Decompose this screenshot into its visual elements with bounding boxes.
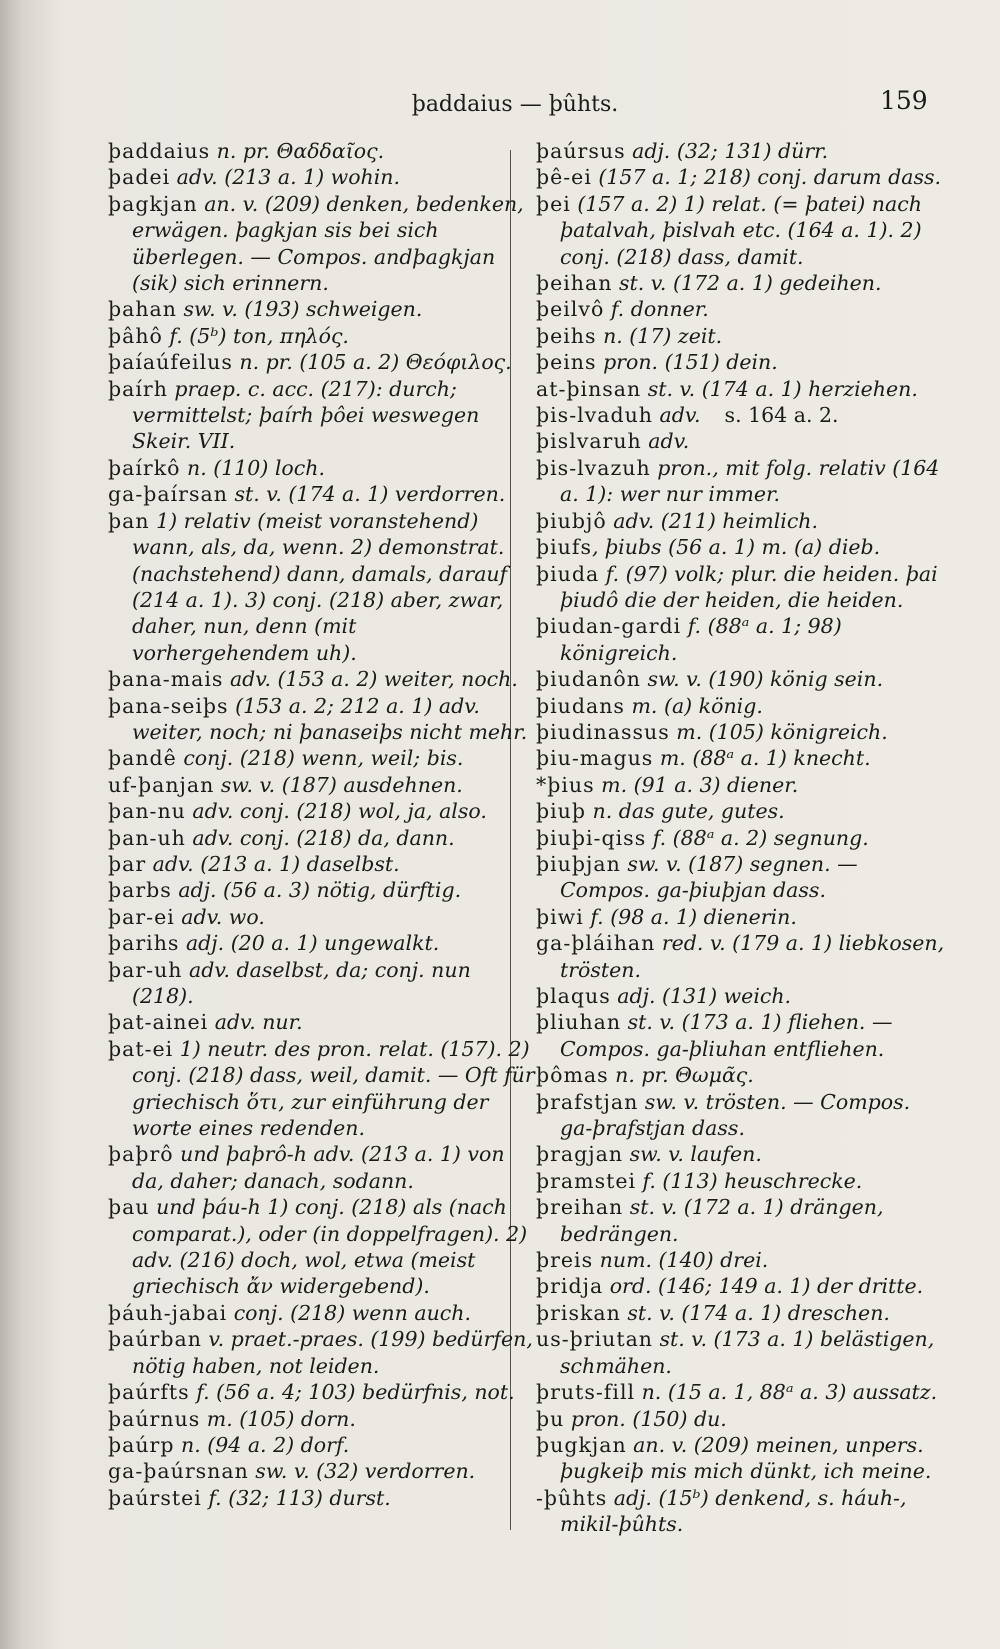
dictionary-entry — [108, 455, 538, 481]
dictionary-entry — [536, 138, 946, 164]
entry-definition: conj. (218) wenn, weil; bis. — [176, 746, 464, 771]
entry-headword: þarihs — [108, 931, 180, 956]
entry-definition: an. v. (209) meinen, unpers. þugkeiþ mis mich dünkt, ich meine. — [560, 1432, 932, 1484]
dictionary-entry — [536, 164, 946, 190]
entry-headword: þiubjô — [536, 508, 607, 533]
entry-headword: þat-ei — [108, 1036, 174, 1061]
entry-definition: adv. — [653, 403, 701, 428]
dictionary-entry — [108, 1141, 538, 1194]
entry-definition: st. v. (173 a. 1) fliehen. — Compos. ga-þliuhan entfliehen. — [560, 1010, 893, 1061]
entry-definition: f. (88ᵃ a. 2) segnung. — [646, 825, 869, 850]
entry-definition: f. donner. — [604, 297, 709, 322]
dictionary-entry — [108, 296, 538, 322]
entry-headword: þar — [108, 851, 147, 876]
entry-headword: þê-ei — [536, 165, 592, 190]
entry-definition: adv. conj. (218) da, dann. — [185, 825, 455, 850]
dictionary-entry — [108, 1379, 538, 1405]
entry-definition: f. (113) heuschrecke. — [636, 1168, 863, 1193]
entry-definition: st. v. (174 a. 1) herziehen. — [641, 376, 918, 401]
dictionary-entry — [536, 1273, 946, 1299]
dictionary-entry — [536, 1089, 946, 1142]
entry-headword: þaírkô — [108, 455, 181, 480]
entry-headword: þat-ainei — [108, 1010, 209, 1035]
entry-definition: f. (56 a. 4; 103) bedürfnis, not. — [189, 1380, 515, 1405]
entry-definition: adv. nur. — [208, 1010, 303, 1035]
entry-definition: st. v. (174 a. 1) verdorren. — [227, 482, 506, 507]
entry-definition: m. (105) königreich. — [669, 719, 888, 744]
entry-definition: pron. (150) du. — [564, 1406, 727, 1431]
entry-headword: þâhô — [108, 323, 163, 348]
dictionary-entry — [108, 1009, 538, 1035]
dictionary-entry — [108, 772, 538, 798]
entry-definition: adv. — [641, 429, 690, 454]
entry-definition: adj. (56 a. 3) nötig, dürftig. — [171, 878, 462, 903]
entry-headword: þagkjan — [108, 191, 198, 216]
entry-definition: n. pr. Θαδδαῖος. — [210, 139, 385, 163]
dictionary-entry — [536, 1009, 946, 1062]
entry-definition: sw. v. (32) verdorren. — [248, 1459, 476, 1484]
dictionary-entry — [108, 666, 538, 692]
entry-definition: adj. (32; 131) dürr. — [625, 139, 829, 163]
dictionary-entry — [536, 455, 946, 508]
entry-definition: 1) neutr. des pron. relat. (157). 2) conj. (218) dass, weil, damit. — Oft für griechisch ὅτι, zur einführung der worte eines redenden. — [132, 1036, 535, 1141]
entry-headword: þislvaruh — [536, 429, 642, 454]
entry-definition: praep. c. acc. (217): durch; vermittelst; þaírh þôei weswegen Skeir. VII. — [132, 376, 480, 454]
dictionary-entry — [536, 508, 946, 534]
entry-definition: ord. (146; 149 a. 1) der dritte. — [603, 1274, 924, 1299]
entry-headword: þlaqus — [536, 984, 611, 1008]
dictionary-entry — [108, 693, 538, 746]
entry-definition: f. (98 a. 1) dienerin. — [583, 904, 797, 929]
entry-headword: þaúrp — [108, 1432, 175, 1457]
dictionary-entry — [108, 138, 538, 164]
entry-headword: þragjan — [536, 1142, 624, 1167]
dictionary-entry — [536, 428, 946, 454]
entry-definition: v. praet.-praes. (199) bedürfen, nötig haben, not leiden. — [132, 1327, 533, 1378]
entry-definition: adj. (131) weich. — [610, 984, 792, 1008]
entry-definition: f. (32; 113) durst. — [201, 1485, 391, 1510]
entry-headword: ga-þaúrsnan — [108, 1459, 249, 1484]
entry-headword: þiudan-gardi — [536, 614, 682, 639]
entry-headword: þramstei — [536, 1168, 637, 1193]
entry-definition: (153 a. 2; 212 a. 1) adv. weiter, noch; ni þanaseiþs nicht mehr. — [132, 693, 528, 744]
entry-definition: n. pr. (105 a. 2) Θεόφιλος. — [232, 350, 512, 375]
entry-headword: þaúrfts — [108, 1380, 190, 1405]
entry-definition: und þaþrô-h adv. (213 a. 1) von da, daher; danach, sodann. — [132, 1142, 505, 1193]
entry-headword: þaúrstei — [108, 1485, 202, 1510]
entry-definition: n. (94 a. 2) dorf. — [174, 1432, 350, 1457]
dictionary-entry — [536, 772, 946, 798]
entry-definition: (157 a. 2) 1) relat. (= þatei) nach þatalvah, þislvah etc. (164 a. 1). 2) conj. (218) dass, damit. — [560, 191, 922, 269]
dictionary-entry — [536, 904, 946, 930]
dictionary-entry — [536, 1300, 946, 1326]
dictionary-entry — [536, 1141, 946, 1167]
entry-headword: þei — [536, 191, 571, 216]
entry-headword: þan-nu — [108, 799, 186, 824]
entry-headword: þu — [536, 1406, 565, 1431]
entry-headword: þana-mais — [108, 667, 224, 692]
dictionary-entry — [536, 323, 946, 349]
entry-definition: red. v. (179 a. 1) liebkosen, trösten. — [560, 931, 945, 982]
dictionary-entry — [536, 1168, 946, 1194]
entry-headword: þahan — [108, 297, 177, 322]
entry-headword: þadei — [108, 165, 171, 190]
dictionary-entry — [536, 402, 946, 428]
entry-headword: ga-þaírsan — [108, 482, 228, 507]
entry-headword: þáuh-jabai — [108, 1300, 228, 1325]
dictionary-entry — [108, 1458, 538, 1484]
dictionary-entry — [536, 745, 946, 771]
entry-definition: n. das gute, gutes. — [586, 799, 785, 824]
dictionary-entry — [108, 904, 538, 930]
page-header — [0, 86, 1000, 126]
dictionary-entry — [108, 1194, 538, 1300]
entry-definition: 1) relativ (meist voranstehend) wann, als, da, wenn. 2) demonstrat. (nachstehend) dann, damals, darauf (214 a. 1). 3) conj. (218) aber, zwar, daher, nun, denn (mit vorhergehendem uh). — [132, 508, 508, 665]
entry-definition: f. (88ᵃ a. 1; 98) königreich. — [560, 614, 842, 665]
dictionary-entry — [536, 798, 946, 824]
dictionary-entry — [536, 1326, 946, 1379]
entry-headword: þau — [108, 1195, 150, 1220]
entry-headword: ga-þláihan — [536, 931, 656, 956]
entry-definition: an. v. (209) denken, bedenken, erwägen. þagkjan sis bei sich überlegen. — Compos. andþagkjan (sik) sich erinnern. — [132, 191, 524, 296]
dictionary-entry — [536, 693, 946, 719]
entry-definition: st. v. (172 a. 1) drängen, bedrängen. — [560, 1195, 884, 1246]
entry-definition: st. v. (172 a. 1) gedeihen. — [612, 271, 882, 296]
entry-headword: at-þinsan — [536, 376, 642, 401]
entry-definition: m. (91 a. 3) diener. — [594, 772, 799, 797]
entry-headword: þandê — [108, 746, 177, 771]
entry-headword: þan — [108, 508, 150, 533]
dictionary-entry — [536, 561, 946, 614]
entry-definition: (157 a. 1; 218) conj. darum dass. — [591, 165, 942, 190]
entry-headword: þiuda — [536, 561, 600, 586]
dictionary-entry — [108, 930, 538, 956]
dictionary-entry — [536, 666, 946, 692]
entry-definition: adv. (153 a. 2) weiter, noch. — [223, 667, 518, 692]
dictionary-entry — [536, 296, 946, 322]
entry-headword: þiudinassus — [536, 719, 670, 744]
dictionary-entry — [108, 1300, 538, 1326]
entry-headword: þiuþi-qiss — [536, 825, 647, 850]
dictionary-entry — [536, 534, 946, 560]
entry-headword: þreihan — [536, 1195, 624, 1220]
entry-headword: -þûhts — [536, 1485, 608, 1510]
dictionary-entry — [108, 825, 538, 851]
entry-headword: þrafstjan — [536, 1089, 639, 1114]
dictionary-entry — [108, 1406, 538, 1432]
entry-headword: þiuþ — [536, 799, 587, 824]
dictionary-entry — [108, 349, 538, 375]
entry-definition: m. (105) dorn. — [200, 1406, 356, 1431]
dictionary-entry — [536, 349, 946, 375]
entry-headword: þaúrsus — [536, 139, 626, 163]
dictionary-entry — [536, 1062, 946, 1088]
entry-headword: þan-uh — [108, 825, 186, 850]
entry-definition: sw. v. (190) könig sein. — [640, 667, 884, 692]
dictionary-entry — [108, 508, 538, 666]
entry-definition: sw. v. (187) ausdehnen. — [214, 772, 463, 797]
entry-definition: f. (97) volk; plur. die heiden. þai þiudô die der heiden, die heiden. — [560, 561, 938, 612]
dictionary-entry — [536, 1194, 946, 1247]
entry-headword: þruts-fill — [536, 1380, 636, 1405]
entry-headword: þarbs — [108, 878, 172, 903]
entry-definition: num. (140) drei. — [593, 1248, 769, 1273]
entry-definition: , þiubs (56 a. 1) m. (a) dieb. — [592, 535, 881, 560]
entry-headword: þiuþjan — [536, 851, 621, 876]
entry-headword: þiwi — [536, 904, 584, 929]
entry-definition: adv. (213 a. 1) daselbst. — [146, 851, 400, 876]
entry-headword: þaíaúfeilus — [108, 350, 233, 375]
dictionary-entry — [108, 1432, 538, 1458]
entry-headword: þliuhan — [536, 1010, 622, 1035]
dictionary-entry — [108, 877, 538, 903]
entry-definition: pron., mit folg. relativ (164 a. 1): wer nur immer. — [560, 455, 940, 507]
dictionary-entry — [536, 270, 946, 296]
entry-headword: þriskan — [536, 1300, 621, 1325]
entry-definition: adv. (213 a. 1) wohin. — [170, 165, 401, 190]
entry-definition: adj. (15ᵇ) denkend, s. háuh-, mikil-þûhts. — [560, 1485, 907, 1537]
entry-definition: und þáu-h 1) conj. (218) als (nach comparat.), oder (in doppelfragen). 2) adv. (216) doch, wol, etwa (meist griechisch ἄν widergebend). — [132, 1195, 528, 1299]
dictionary-entry — [536, 1485, 946, 1538]
dictionary-entry — [536, 376, 946, 402]
dictionary-entry — [108, 323, 538, 349]
entry-headword: þaddaius — [108, 139, 211, 163]
entry-definition: st. v. (173 a. 1) belästigen, schmähen. — [560, 1327, 935, 1378]
dictionary-entry — [536, 983, 946, 1009]
entry-headword: þaþrô — [108, 1142, 174, 1167]
dictionary-entry — [108, 1485, 538, 1511]
dictionary-entry — [108, 745, 538, 771]
entry-headword: us-þriutan — [536, 1327, 653, 1352]
dictionary-entry — [536, 930, 946, 983]
entry-headword: þugkjan — [536, 1432, 627, 1457]
entry-definition: sw. v. (187) segnen. — Compos. ga-þiuþjan dass. — [560, 851, 858, 903]
dictionary-entry — [108, 851, 538, 877]
page-number: 159 — [880, 86, 928, 115]
dictionary-entry — [536, 1406, 946, 1432]
entry-headword: þiudanôn — [536, 667, 641, 692]
entry-definition: n. (110) loch. — [180, 455, 325, 480]
entry-definition: sw. v. (193) schweigen. — [176, 297, 423, 322]
dictionary-entry — [108, 376, 538, 455]
dictionary-entry — [536, 719, 946, 745]
dictionary-entry — [108, 164, 538, 190]
dictionary-entry — [108, 191, 538, 297]
entry-headword: þeihs — [536, 323, 597, 348]
entry-definition: st. v. (174 a. 1) dreschen. — [620, 1300, 890, 1325]
entry-headword: þis-lvaduh — [536, 403, 654, 428]
dictionary-entry — [108, 957, 538, 1010]
entry-definition: m. (a) könig. — [624, 693, 763, 718]
entry-definition: sw. v. trösten. — Compos. ga-þrafstjan dass. — [560, 1089, 911, 1141]
entry-headword: uf-þanjan — [108, 772, 215, 797]
entry-headword: þaúrban — [108, 1327, 202, 1352]
entry-definition: sw. v. laufen. — [623, 1142, 762, 1167]
entry-headword: þar-ei — [108, 904, 175, 929]
entry-definition: conj. (218) wenn auch. — [227, 1300, 471, 1325]
entry-headword: þaírh — [108, 376, 168, 401]
entry-headword: *þius — [536, 772, 595, 797]
entry-headword: þana-seiþs — [108, 693, 229, 718]
dictionary-entry — [536, 613, 946, 666]
entry-headword: þreis — [536, 1248, 594, 1273]
entry-definition: adv. wo. — [174, 904, 265, 929]
running-title: þaddaius — þûhts. — [411, 92, 619, 117]
entry-headword: þiufs — [536, 535, 592, 560]
entry-definition: m. (88ᵃ a. 1) knecht. — [653, 746, 871, 771]
right-column — [536, 138, 946, 1538]
entry-definition: n. (15 a. 1, 88ᵃ a. 3) aussatz. — [635, 1380, 938, 1405]
entry-headword: þeilvô — [536, 297, 605, 322]
entry-headword: þiu-magus — [536, 746, 654, 771]
dictionary-entry — [536, 191, 946, 270]
dictionary-entry — [536, 1247, 946, 1273]
dictionary-entry — [108, 1326, 538, 1379]
entry-definition: adv. conj. (218) wol, ja, also. — [185, 799, 487, 824]
entry-definition: adv. (211) heimlich. — [606, 508, 819, 533]
dictionary-entry — [536, 1432, 946, 1485]
entry-definition: n. pr. Θωμᾶς. — [608, 1063, 754, 1088]
dictionary-entry — [536, 825, 946, 851]
dictionary-entry — [536, 851, 946, 904]
entry-definition: f. (5ᵇ) ton, πηλός. — [162, 323, 349, 348]
entry-headword: þômas — [536, 1063, 609, 1088]
entry-definition: pron. (151) dein. — [596, 350, 778, 375]
entry-definition: adv. daselbst, da; conj. nun (218). — [132, 957, 471, 1008]
entry-headword: þar-uh — [108, 957, 183, 982]
dictionary-entry — [536, 1379, 946, 1405]
entry-headword: þeihan — [536, 271, 613, 296]
entry-definition: adj. (20 a. 1) ungewalkt. — [179, 931, 440, 956]
entry-headword: þis-lvazuh — [536, 455, 651, 480]
entry-definition: n. (17) zeit. — [596, 323, 723, 348]
entry-headword: þiudans — [536, 693, 625, 718]
dictionary-entry — [108, 481, 538, 507]
left-column — [108, 138, 538, 1511]
entry-headword: þaúrnus — [108, 1406, 201, 1431]
entry-headword: þeins — [536, 350, 597, 375]
dictionary-entry — [108, 798, 538, 824]
dictionary-entry — [108, 1036, 538, 1142]
brace-reference: s. 164 a. 2. — [724, 403, 839, 428]
entry-headword: þridja — [536, 1274, 604, 1299]
